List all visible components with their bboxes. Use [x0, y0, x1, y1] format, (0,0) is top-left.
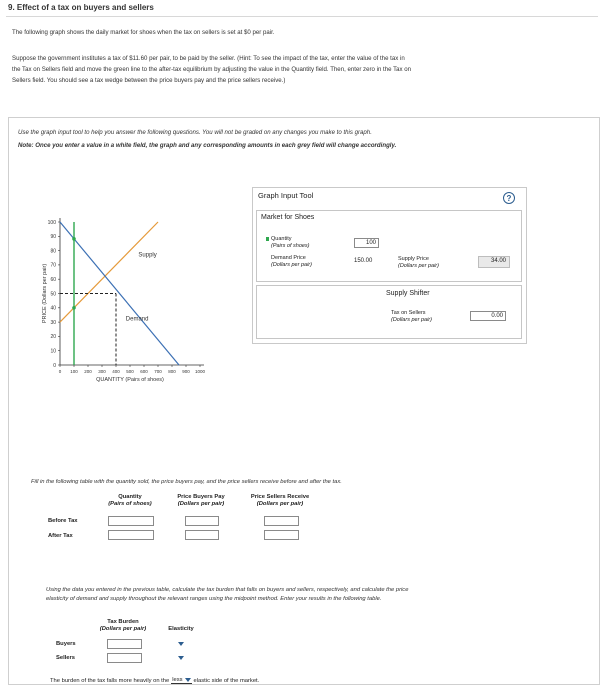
y-tick-label: 60 — [50, 277, 56, 283]
buyers-elasticity-dropdown[interactable] — [178, 642, 184, 646]
chevron-down-icon — [178, 642, 184, 646]
supply-price-label-group — [398, 256, 439, 269]
y-tick-label: 90 — [50, 234, 56, 241]
after-tax-buyers-price-input[interactable] — [185, 530, 219, 540]
x-tick-label: 600 — [140, 369, 148, 374]
instructions-line-2: the Tax on Sellers field and move the green line to the after-tax equilibrium by adjusting the value in the Quantity field. Then, enter zero in the Tax on — [12, 66, 412, 73]
table2-prompt-line-2: elasticity of demand and supply throughout the relevant ranges using the midpoint method. Enter your results in the following table. — [46, 596, 382, 602]
supply-demand-graph[interactable] — [40, 212, 240, 387]
elasticity-side-dropdown[interactable] — [171, 677, 191, 684]
header-price-sellers-title: Price Sellers Receive — [250, 494, 310, 500]
quantity-input[interactable]: 100 — [354, 238, 379, 248]
tax-on-sellers-input[interactable]: 0.00 — [470, 311, 506, 321]
x-tick-label: 100 — [70, 369, 78, 374]
y-axis-label: PRICE (Dollars per pair) — [42, 263, 48, 324]
before-tax-sellers-price-input[interactable] — [264, 516, 299, 526]
y-ticks — [48, 220, 60, 369]
buyers-tax-burden-input[interactable] — [107, 639, 142, 649]
y-tick-label: 100 — [47, 219, 56, 226]
sellers-elasticity-dropdown[interactable] — [178, 656, 184, 660]
header-quantity-units: (Pairs of shoes) — [108, 501, 152, 507]
x-tick-label: 300 — [98, 369, 106, 374]
x-tick-label: 900 — [182, 369, 190, 374]
graph-axes — [60, 218, 204, 365]
equilibrium-point — [72, 306, 76, 310]
y-tick-label: 0 — [53, 362, 56, 369]
question-title: 9. Effect of a tax on buyers and sellers — [8, 3, 154, 12]
supply-price-units: (Dollars per pair) — [398, 262, 439, 269]
header-price-buyers-units: (Dollars per pair) — [177, 501, 225, 507]
graph-input-tool-title: Graph Input Tool — [258, 191, 314, 200]
y-tick-label: 70 — [50, 262, 56, 269]
intro-text: The following graph shows the daily market for shoes when the tax on sellers is set at $0 per pair. — [12, 29, 275, 36]
help-icon[interactable]: ? — [503, 192, 515, 204]
y-tick-label: 40 — [50, 305, 56, 312]
quantity-label-group — [266, 236, 310, 249]
before-tax-buyers-price-input[interactable] — [185, 516, 219, 526]
quantity-marker-icon — [266, 237, 269, 241]
graph-tool-note: Note: Once you enter a value in a white field, the graph and any corresponding amounts in each grey field will change accordingly. — [18, 142, 397, 149]
supply-shifter-title: Supply Shifter — [386, 290, 430, 297]
x-tick-label: 200 — [84, 369, 92, 374]
demand-price-value: 150.00 — [354, 258, 373, 264]
after-tax-sellers-price-input[interactable] — [264, 530, 299, 540]
row-before-tax: Before Tax — [48, 518, 78, 524]
quantity-label: Quantity — [271, 236, 292, 242]
y-tick-label: 10 — [50, 348, 56, 355]
conclusion-sentence — [50, 677, 259, 684]
sellers-tax-burden-input[interactable] — [107, 653, 142, 663]
header-tax-burden-units: (Dollars per pair) — [99, 626, 147, 632]
row-buyers: Buyers — [56, 641, 76, 647]
supply-price-label: Supply Price — [398, 256, 429, 262]
row-after-tax: After Tax — [48, 533, 73, 539]
table2-prompt-line-1: Using the data you entered in the previous table, calculate the tax burden that falls on buyers and sellers, respectively, and calculate the price — [46, 587, 409, 593]
table1-header-price-sellers — [240, 494, 320, 508]
before-tax-quantity-input[interactable] — [108, 516, 154, 526]
row-sellers: Sellers — [56, 655, 76, 661]
y-tick-label: 50 — [50, 291, 56, 298]
header-quantity-title: Quantity — [118, 494, 142, 500]
x-tick-label: 500 — [126, 369, 134, 374]
x-axis-label: QUANTITY (Pairs of shoes) — [96, 377, 164, 383]
chevron-down-icon — [178, 656, 184, 660]
x-tick-label: 400 — [112, 369, 120, 374]
x-ticks — [59, 365, 206, 374]
table2-header-elasticity: Elasticity — [168, 626, 194, 632]
divider — [6, 16, 598, 17]
graph-tool-instructions: Use the graph input tool to help you answer the following questions. You will not be graded on any changes you make to this graph. — [18, 129, 372, 136]
demand-label: Demand — [125, 316, 149, 323]
demand-price-label-group — [271, 255, 312, 268]
table2-header-tax-burden — [89, 619, 157, 633]
chevron-down-icon — [185, 678, 191, 682]
x-tick-label: 0 — [58, 369, 62, 374]
after-tax-quantity-input[interactable] — [108, 530, 154, 540]
instructions-line-3: Sellers field. You should see a tax wedge between the price buyers pay and the price sellers receive.) — [12, 77, 286, 84]
x-tick-label: 1000 — [194, 369, 206, 374]
conclusion-text-before: The burden of the tax falls more heavily on the — [50, 677, 170, 684]
equilibrium-point — [72, 237, 76, 241]
conclusion-text-after: elastic side of the market. — [193, 677, 260, 684]
tax-on-sellers-label: Tax on Sellers — [391, 310, 426, 316]
market-title: Market for Shoes — [261, 214, 315, 221]
header-price-sellers-units: (Dollars per pair) — [256, 501, 304, 507]
table1-header-quantity — [102, 494, 158, 508]
y-tick-label: 80 — [50, 248, 56, 255]
quantity-units: (Pairs of shoes) — [271, 242, 310, 249]
y-tick-label: 20 — [50, 334, 56, 341]
header-price-buyers-title: Price Buyers Pay — [177, 494, 225, 500]
demand-price-units: (Dollars per pair) — [271, 261, 312, 268]
elasticity-side-selected: less — [172, 677, 183, 683]
graph-lines[interactable] — [60, 222, 179, 365]
y-tick-label: 30 — [50, 319, 56, 326]
table1-prompt: Fill in the following table with the quantity sold, the price buyers pay, and the price sellers receive before and after the tax. — [31, 479, 342, 485]
table1-header-price-buyers — [167, 494, 235, 508]
instructions-line-1: Suppose the government institutes a tax of $11.60 per pair, to be paid by the seller. (Hint: To see the impact of the tax, enter the value of the tax in — [12, 55, 405, 62]
demand-price-label: Demand Price — [271, 255, 306, 261]
tax-label-group — [391, 310, 432, 323]
header-tax-burden-title: Tax Burden — [107, 619, 139, 625]
supply-price-value: 34.00 — [478, 256, 510, 268]
x-tick-label: 700 — [154, 369, 162, 374]
tax-on-sellers-units: (Dollars per pair) — [391, 316, 432, 323]
supply-label: Supply — [138, 252, 157, 259]
x-tick-label: 800 — [168, 369, 176, 374]
